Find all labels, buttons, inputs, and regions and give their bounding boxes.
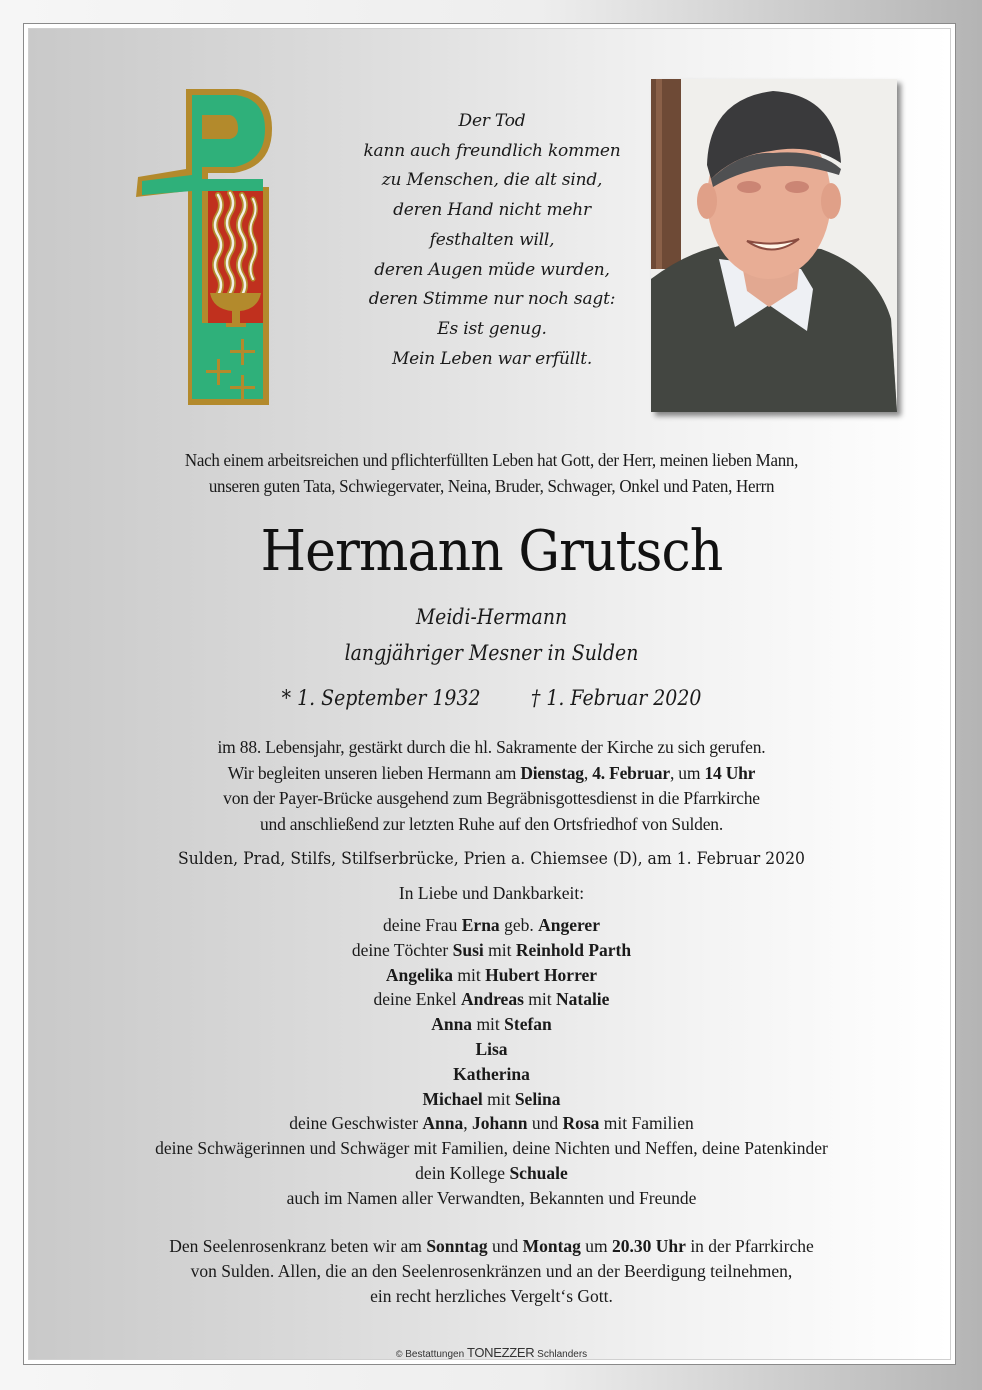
portrait-photo bbox=[651, 79, 897, 412]
text: mit bbox=[523, 989, 556, 1010]
text: mit bbox=[453, 964, 486, 985]
list-item bbox=[29, 987, 954, 1012]
mourner-name: Reinhold Parth bbox=[515, 939, 632, 960]
text: Wir begleiten unseren lieben Hermann am bbox=[227, 762, 521, 783]
poem-line: deren Hand nicht mehr bbox=[393, 200, 591, 221]
mourner-name: Michael bbox=[422, 1088, 483, 1109]
mourner-name: Hubert Horrer bbox=[485, 964, 598, 985]
rosary-time: 20.30 Uhr bbox=[612, 1236, 686, 1256]
poem-line: Der Tod bbox=[458, 111, 526, 131]
mourner-name: Angerer bbox=[538, 915, 600, 935]
mourners-list bbox=[29, 913, 954, 1211]
footer-credit bbox=[29, 1345, 954, 1360]
mourner-name: Angelika bbox=[385, 964, 454, 985]
text: dein Kollege bbox=[415, 1162, 510, 1183]
text: , bbox=[463, 1113, 473, 1134]
text: geb. bbox=[499, 915, 539, 935]
announcement-line: im 88. Lebensjahr, gestärkt durch die hl. Sakramente der Kirche zu sich gerufen. bbox=[217, 737, 766, 757]
rosary-line bbox=[29, 1234, 954, 1259]
text: mit bbox=[483, 939, 516, 960]
list-item bbox=[29, 1012, 954, 1037]
text: um bbox=[580, 1236, 613, 1256]
text: deine Töchter bbox=[351, 939, 453, 960]
text: , um bbox=[669, 762, 705, 783]
text: mit bbox=[482, 1088, 515, 1109]
places-date: Sulden, Prad, Stilfs, Stilfserbrücke, Prien a. Chiemsee (D), am 1. Februar 2020 bbox=[178, 849, 805, 869]
footer-post: Schlanders bbox=[537, 1349, 588, 1360]
mourner-name: Erna bbox=[461, 915, 500, 935]
text: und bbox=[527, 1113, 563, 1134]
text: deine Enkel bbox=[373, 989, 461, 1010]
mourner-name: Rosa bbox=[562, 1113, 600, 1134]
mourner-name: Lisa bbox=[475, 1038, 508, 1059]
deceased-details bbox=[75, 599, 908, 671]
rosary-day: Sonntag bbox=[426, 1236, 488, 1256]
intro-line: unseren guten Tata, Schwiegervater, Neina, Bruder, Schwager, Onkel und Paten, Herrn bbox=[208, 476, 775, 496]
funeral-home-brand: TONEZZER bbox=[466, 1345, 535, 1360]
poem-line: festhalten will, bbox=[429, 229, 555, 250]
chi-rho-cross-chalice-icon bbox=[134, 87, 279, 407]
poem-line: Es ist genug. bbox=[437, 318, 547, 339]
list-item bbox=[29, 1037, 954, 1062]
list-item bbox=[29, 1062, 954, 1087]
list-item: deine Schwägerinnen und Schwäger mit Familien, deine Nichten und Neffen, deine Patenkinder bbox=[155, 1138, 828, 1159]
mourner-name: Susi bbox=[452, 939, 484, 960]
text: in der Pfarrkirche bbox=[685, 1236, 814, 1256]
list-item bbox=[29, 963, 954, 988]
text: mit bbox=[472, 1014, 505, 1035]
mourner-name: Johann bbox=[472, 1113, 528, 1134]
list-item bbox=[29, 1087, 954, 1112]
announcement-line: von der Payer-Brücke ausgehend zum Begräbnisgottesdienst in die Pfarrkirche bbox=[223, 788, 760, 808]
rosary-day: Montag bbox=[522, 1236, 581, 1256]
poem bbox=[329, 107, 655, 374]
funeral-date: 4. Februar bbox=[592, 762, 670, 783]
intro-text bbox=[43, 447, 940, 499]
rosary-announcement bbox=[29, 1234, 954, 1309]
thanks-heading: In Liebe und Dankbarkeit: bbox=[398, 883, 585, 903]
list-item bbox=[29, 913, 954, 938]
poem-line: deren Augen müde wurden, bbox=[374, 259, 610, 280]
copyright-symbol: © bbox=[395, 1349, 403, 1359]
mourner-name: Schuale bbox=[509, 1162, 568, 1183]
birth-date: * 1. September 1932 bbox=[281, 686, 481, 710]
poem-line: kann auch freundlich kommen bbox=[363, 140, 621, 161]
footer-pre: Bestattungen bbox=[405, 1349, 465, 1360]
death-date: † 1. Februar 2020 bbox=[530, 686, 702, 710]
text: mit Familien bbox=[599, 1113, 694, 1134]
mourner-name: Andreas bbox=[461, 989, 524, 1010]
funeral-announcement bbox=[29, 735, 954, 837]
deceased-name: Hermann Grutsch bbox=[260, 519, 723, 584]
list-item bbox=[29, 1161, 954, 1186]
list-item bbox=[29, 938, 954, 963]
poem-line: Mein Leben war erfüllt. bbox=[391, 348, 593, 369]
mourner-name: Natalie bbox=[555, 989, 610, 1010]
obituary-card bbox=[28, 28, 951, 1360]
life-dates bbox=[75, 683, 908, 713]
poem-line: deren Stimme nur noch sagt: bbox=[368, 289, 616, 310]
intro-line: Nach einem arbeitsreichen und pflichterfüllten Leben hat Gott, der Herr, meinen lieben Mann, bbox=[184, 450, 799, 470]
deceased-nickname: Meidi-Hermann bbox=[415, 605, 568, 629]
mourner-name: Selina bbox=[514, 1088, 561, 1109]
rosary-line: ein recht herzliches Vergelt‘s Gott. bbox=[370, 1286, 613, 1306]
text: deine Frau bbox=[383, 915, 462, 935]
text: und bbox=[487, 1236, 523, 1256]
text: deine Geschwister bbox=[289, 1113, 423, 1134]
list-item bbox=[29, 1111, 954, 1136]
poem-line: zu Menschen, die alt sind, bbox=[381, 170, 603, 191]
mourner-name: Katherina bbox=[453, 1063, 530, 1084]
mourner-name: Stefan bbox=[504, 1014, 552, 1035]
funeral-time: 14 Uhr bbox=[704, 762, 756, 783]
announcement-line bbox=[29, 761, 954, 787]
announcement-line: und anschließend zur letzten Ruhe auf den Ortsfriedhof von Sulden. bbox=[259, 813, 724, 834]
obituary-frame bbox=[23, 23, 956, 1365]
rosary-line: von Sulden. Allen, die an den Seelenrosenkränzen und an der Beerdigung teilnehmen, bbox=[190, 1261, 793, 1281]
mourner-name: Anna bbox=[422, 1113, 464, 1134]
mourner-name: Anna bbox=[431, 1014, 473, 1035]
text: Den Seelenrosenkranz beten wir am bbox=[169, 1236, 427, 1256]
text: , bbox=[583, 762, 593, 783]
deceased-role: langjähriger Mesner in Sulden bbox=[344, 641, 639, 665]
list-item: auch im Namen aller Verwandten, Bekannten und Freunde bbox=[286, 1187, 697, 1208]
funeral-day: Dienstag bbox=[520, 762, 584, 783]
